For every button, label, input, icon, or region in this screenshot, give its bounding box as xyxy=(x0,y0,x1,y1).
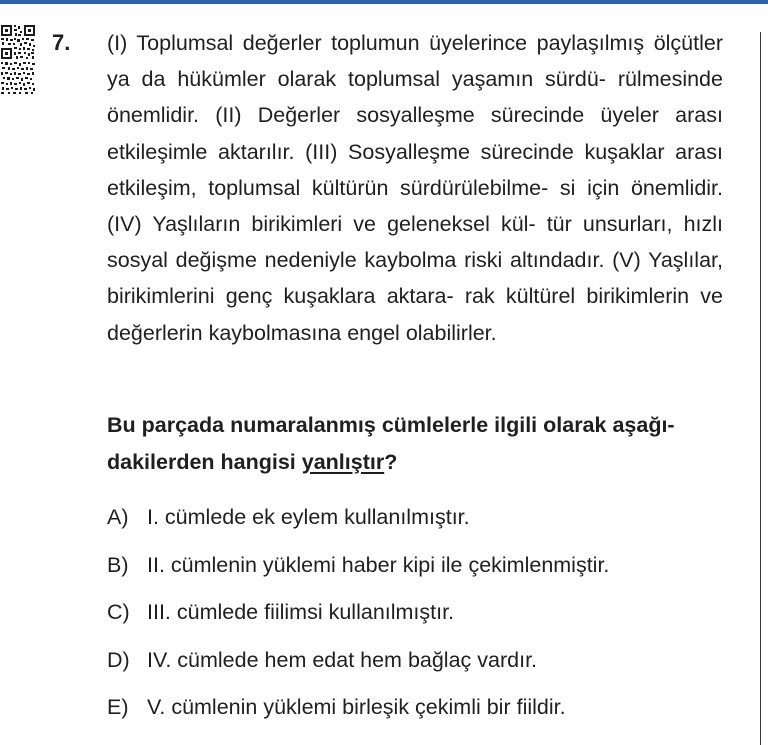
passage-line: (I) Toplumsal değerler toplumun üyelerince paylaşılmış xyxy=(107,31,645,55)
column-divider xyxy=(760,32,761,745)
passage-line: ölçütler ya da hükümler olarak toplumsal yaşamın sürdü- xyxy=(107,31,723,92)
answer-option-a[interactable] xyxy=(107,499,609,547)
passage-line: üyeler arası etkileşimle aktarılır. (III) Sosyalleşme sürecinde xyxy=(107,103,723,164)
option-letter: D) xyxy=(107,647,130,672)
answer-option-d[interactable] xyxy=(107,642,609,690)
qr-code-icon xyxy=(0,24,36,96)
stem-underlined-word: yanlıştır xyxy=(301,449,385,474)
option-letter: A) xyxy=(107,505,129,529)
answer-option-e[interactable] xyxy=(107,689,609,737)
passage-line: olabilirler. xyxy=(405,320,497,345)
option-letter: E) xyxy=(107,695,129,719)
answer-options xyxy=(107,499,609,737)
stem-suffix: ? xyxy=(384,449,398,474)
stem-line-2-prefix: dakilerden hangisi xyxy=(107,449,302,474)
question-number: 7. xyxy=(52,30,71,55)
passage-line: rak kültürel birikimlerin ve değerlerin kaybolmasına engel xyxy=(107,284,723,345)
question-passage xyxy=(107,25,723,351)
question-stem xyxy=(107,407,723,480)
passage-line: kuşaklar arası etkileşim, toplumsal kültürün sürdürülebilme- xyxy=(107,139,723,200)
answer-option-b[interactable] xyxy=(107,547,609,595)
passage-line: tür unsurları, hızlı sosyal değişme nedeniyle kaybolma riski xyxy=(107,212,724,273)
answer-option-c[interactable] xyxy=(107,594,609,642)
stem-line-1: Bu parçada numaralanmış cümlelerle ilgili olarak aşağı- xyxy=(107,413,675,437)
option-text: V. cümlenin yüklemi birleşik çekimli bir fiildir. xyxy=(147,695,566,719)
option-text: III. cümlede fiilimsi kullanılmıştır. xyxy=(147,600,455,624)
passage-line: si için önemlidir. (IV) Yaşlıların birikimleri ve geleneksel kül- xyxy=(107,175,723,237)
top-accent-rule xyxy=(0,0,768,4)
option-text: II. cümlenin yüklemi haber kipi ile çekimlenmiştir. xyxy=(147,552,610,577)
option-text: IV. cümlede hem edat hem bağlaç vardır. xyxy=(147,647,538,672)
option-letter: B) xyxy=(107,552,129,577)
passage-line: rülmesinde önemlidir. (II) Değerler sosyalleşme sürecinde xyxy=(107,67,723,128)
option-text: I. cümlede ek eylem kullanılmıştır. xyxy=(147,505,470,529)
option-letter: C) xyxy=(107,600,130,624)
passage-line: altındadır. (V) Yaşlılar, birikimlerini genç kuşaklara aktara- xyxy=(107,248,723,309)
